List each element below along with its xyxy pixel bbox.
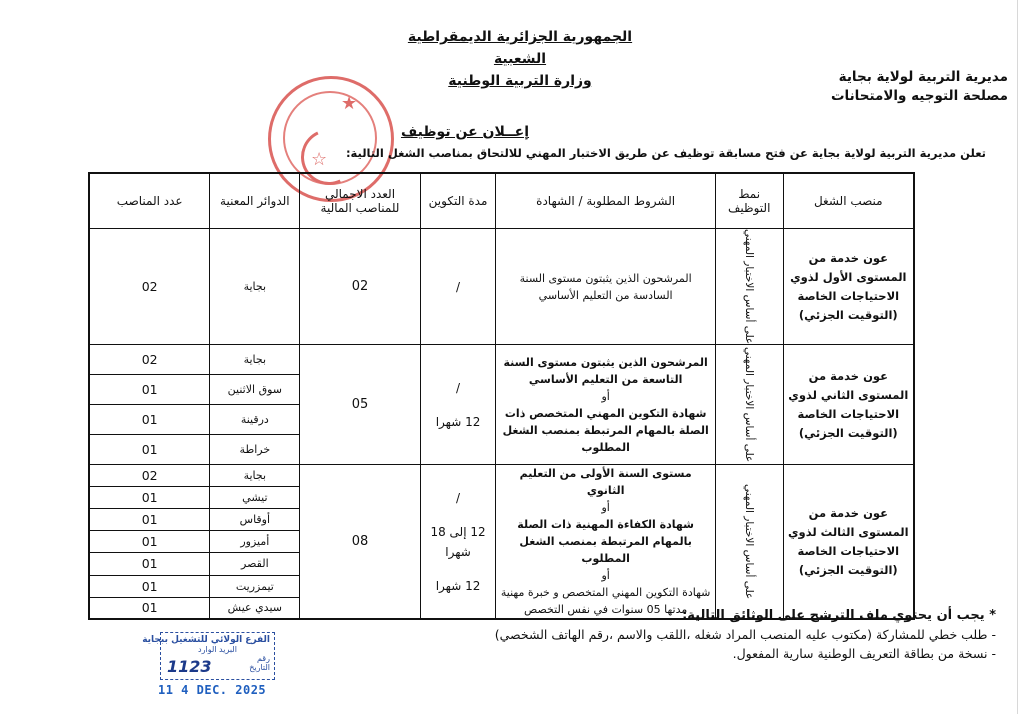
post-line: (التوقيت الجزئي) bbox=[798, 307, 898, 322]
duration-text: / bbox=[456, 490, 461, 505]
table-row bbox=[89, 229, 914, 345]
cell-daira: درقينة bbox=[210, 405, 300, 435]
post-line: عون خدمة من bbox=[808, 250, 888, 265]
duration-text: / bbox=[456, 279, 461, 294]
official-seal-icon: ★ ☆ bbox=[268, 76, 394, 202]
header-duration: مدة التكوين bbox=[420, 173, 496, 229]
cell-daira: القصر bbox=[210, 553, 300, 575]
required-document-item: - نسخة من بطاقة التعريف الوطنية سارية المفعول. bbox=[732, 646, 996, 661]
cell-total: 02 bbox=[300, 229, 420, 345]
post-line: عون خدمة من bbox=[808, 368, 888, 383]
duration-text: 12 شهرا bbox=[435, 414, 481, 429]
page-edge bbox=[1017, 0, 1018, 714]
republic-title: الجمهورية الجزائرية الديمقراطية الشعبية bbox=[407, 29, 633, 67]
cell-count: 01 bbox=[89, 597, 210, 619]
cell-daira: سيدي عيش bbox=[210, 597, 300, 619]
cell-count: 01 bbox=[89, 553, 210, 575]
cell-post bbox=[783, 465, 914, 620]
cell-total: 08 bbox=[300, 465, 420, 620]
cell-total: 05 bbox=[300, 345, 420, 465]
header-daira: الدوائر المعنية bbox=[210, 173, 300, 229]
stamp-date-label: التاريخ bbox=[249, 663, 270, 672]
cell-daira: سوق الاثنين bbox=[210, 375, 300, 405]
cell-count: 01 bbox=[89, 509, 210, 531]
required-documents-heading: * يجب أن يحتوي ملف الترشح على الوثائق التالية: bbox=[682, 608, 996, 623]
stamp-register: البريد الوارد bbox=[198, 645, 237, 654]
or-separator: أو bbox=[601, 389, 610, 403]
duration-text: / bbox=[456, 380, 461, 395]
positions-table bbox=[88, 172, 915, 620]
condition-text: شهادة الكفاءة المهنية ذات الصلة بالمهام المرتبطة بمنصب الشغل المطلوب bbox=[517, 518, 694, 566]
stamp-date: 11 4 DEC. 2025 bbox=[158, 683, 267, 697]
post-line: المستوى الثاني لذوي bbox=[788, 387, 909, 402]
cell-count: 02 bbox=[89, 345, 210, 375]
cell-count: 01 bbox=[89, 575, 210, 597]
cell-count: 01 bbox=[89, 487, 210, 509]
issuer-block bbox=[831, 68, 1008, 106]
post-line: (التوقيت الجزئي) bbox=[798, 562, 898, 577]
receipt-stamp bbox=[142, 632, 275, 680]
cell-mode bbox=[715, 345, 783, 465]
stamp-org: الفرع الولائي للتشغيل ببجاية bbox=[142, 635, 270, 645]
document-header bbox=[380, 26, 660, 92]
condition-text: شهادة التكوين المهني المتخصص و خبرة مهنية مدتها 05 سنوات في نفس التخصص bbox=[500, 586, 711, 617]
condition-text: شهادة التكوين المهني المتخصص ذات الصلة بالمهام المرتبطة بمنصب الشغل المطلوب bbox=[502, 406, 709, 454]
cell-count: 01 bbox=[89, 435, 210, 465]
cell-count: 01 bbox=[89, 405, 210, 435]
cell-mode bbox=[715, 465, 783, 620]
cell-count: 02 bbox=[89, 465, 210, 487]
service-name: مصلحة التوجيه والامتحانات bbox=[830, 88, 1008, 104]
header-post: منصب الشغل bbox=[783, 173, 914, 229]
condition-text: المرشحون الذين يثبتون مستوى السنة التاسعة من التعليم الأساسي bbox=[503, 355, 708, 386]
announcement-intro: تعلن مديرية التربية لولاية بجاية عن فتح مسابقة توظيف عن طريق الاختبار المهني للالتحاق بمناصب الشغل التالية: bbox=[345, 146, 986, 160]
header-count: عدد المناصب bbox=[89, 173, 210, 229]
post-line: المستوى الأول لذوي bbox=[790, 269, 907, 284]
header-conditions: الشروط المطلوبة / الشهادة bbox=[496, 173, 715, 229]
cell-daira: تيشي bbox=[210, 487, 300, 509]
cell-duration bbox=[420, 229, 496, 345]
cell-daira: أوقاس bbox=[210, 509, 300, 531]
cell-count: 01 bbox=[89, 375, 210, 405]
post-line: المستوى الثالث لذوي bbox=[788, 524, 909, 539]
post-line: (التوقيت الجزئي) bbox=[798, 425, 898, 440]
post-line: الاحتياجات الخاصة bbox=[797, 543, 900, 558]
table-row bbox=[89, 465, 914, 487]
or-separator: أو bbox=[601, 501, 610, 515]
cell-duration bbox=[420, 465, 496, 620]
table-header-row bbox=[89, 173, 914, 229]
recruitment-mode: على أساس الاختبار المهني bbox=[743, 484, 756, 600]
cell-conditions bbox=[496, 229, 715, 345]
post-line: الاحتياجات الخاصة bbox=[797, 406, 900, 421]
condition-text: مستوى السنة الأولى من التعليم الثانوي bbox=[519, 467, 692, 498]
table-row bbox=[89, 345, 914, 375]
duration-text: 12 إلى 18 شهرا bbox=[430, 524, 486, 559]
cell-conditions bbox=[496, 465, 715, 620]
cell-conditions bbox=[496, 345, 715, 465]
cell-daira: بجاية bbox=[210, 345, 300, 375]
stamp-number: 1123 bbox=[167, 657, 212, 676]
recruitment-mode: على أساس الاختبار المهني bbox=[743, 347, 756, 463]
directorate-name: مديرية التربية لولاية بجاية bbox=[838, 69, 1008, 85]
or-separator: أو bbox=[601, 569, 610, 583]
header-mode: نمط التوظيف bbox=[715, 173, 783, 229]
cell-post bbox=[783, 229, 914, 345]
cell-daira: أميزور bbox=[210, 531, 300, 553]
cell-mode bbox=[715, 229, 783, 345]
cell-post bbox=[783, 345, 914, 465]
cell-daira: خراطة bbox=[210, 435, 300, 465]
recruitment-mode: على أساس الاختبار المهني bbox=[743, 229, 756, 345]
required-documents bbox=[495, 606, 996, 663]
condition-text: المرشحون الذين يثبتون مستوى السنة السادسة من التعليم الأساسي bbox=[519, 271, 692, 302]
duration-text: 12 شهرا bbox=[435, 578, 481, 593]
cell-duration bbox=[420, 345, 496, 465]
cell-daira: بجاية bbox=[210, 465, 300, 487]
header-total: العدد الاجمالي للمناصب المالية bbox=[300, 173, 420, 229]
ministry-title: وزارة التربية الوطنية bbox=[448, 73, 592, 89]
announcement-title: إعــلان عن توظيف bbox=[400, 124, 530, 140]
cell-count: 02 bbox=[89, 229, 210, 345]
cell-count: 01 bbox=[89, 531, 210, 553]
required-document-item: - طلب خطي للمشاركة (مكتوب عليه المنصب المراد شغله ،اللقب والاسم ،رقم الهاتف الشخصي) bbox=[494, 627, 996, 642]
post-line: الاحتياجات الخاصة bbox=[797, 288, 900, 303]
post-line: عون خدمة من bbox=[808, 505, 888, 520]
cell-daira: تيمزريت bbox=[210, 575, 300, 597]
cell-daira: بجاية bbox=[210, 229, 300, 345]
stamp-number-label: رقم bbox=[256, 654, 270, 663]
